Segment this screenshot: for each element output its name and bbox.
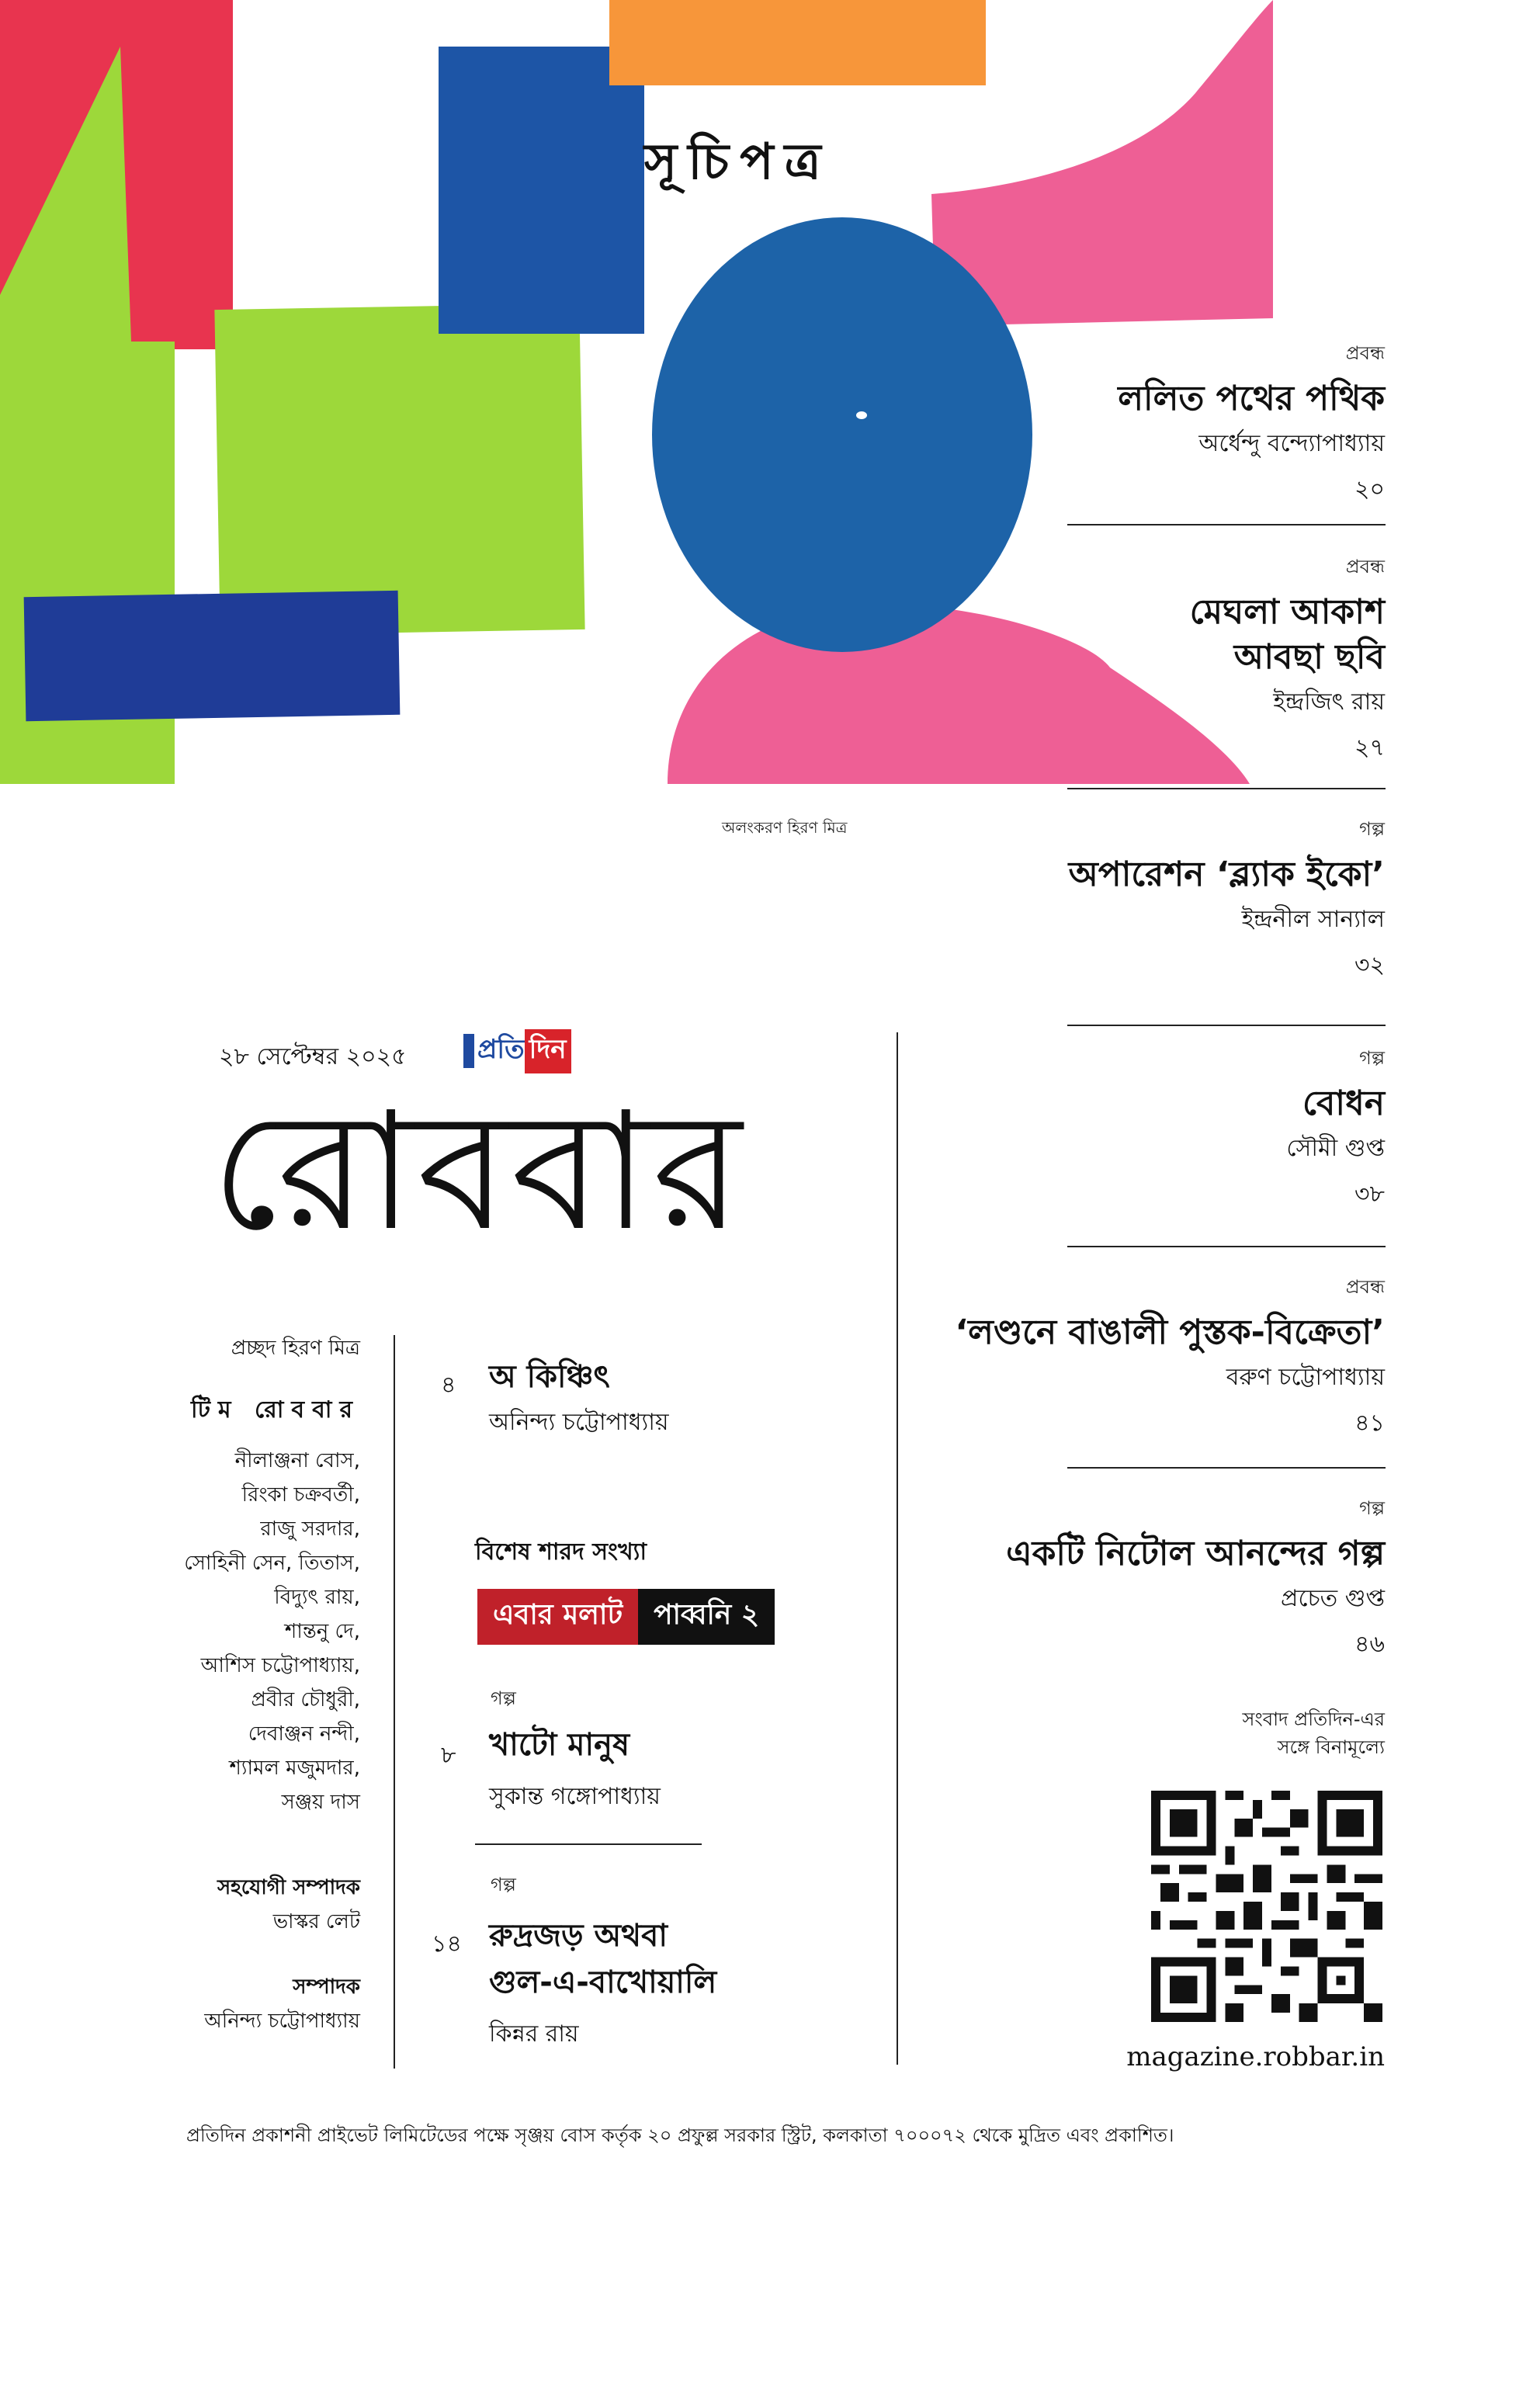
- magazine-name: রোববার: [211, 1077, 745, 1267]
- logo-part1: প্রতি: [477, 1033, 525, 1065]
- divider: [1067, 1025, 1386, 1026]
- logo-tag: [463, 1034, 474, 1068]
- divider: [1067, 1467, 1386, 1469]
- editor-label: সম্পাদক: [293, 1975, 360, 1999]
- team-member: শ্যামল মজুমদার,: [229, 1757, 360, 1780]
- entry-page: ২৭: [1354, 734, 1385, 761]
- toc-entry[interactable]: [950, 1494, 1385, 1665]
- entry-author: বরুণ চট্টোপাধ্যায়: [1226, 1364, 1385, 1391]
- entry-category: প্রবন্ধ: [1345, 1276, 1385, 1298]
- team-member: আশিস চট্টোপাধ্যায়,: [200, 1654, 360, 1677]
- cover-story-badge[interactable]: [477, 1589, 775, 1645]
- green-square-shape: [214, 303, 584, 636]
- entry-title: অপারেশন ‘ব্ল্যাক ইকো’: [1068, 855, 1385, 894]
- entry-page: ৩৮: [1354, 1181, 1385, 1208]
- entry-title[interactable]: অ কিঞ্চিৎ: [489, 1359, 610, 1395]
- divider: [1067, 1246, 1386, 1247]
- entry-page: ৪১: [1354, 1410, 1385, 1437]
- entry-title[interactable]: রুদ্রজড় অথবা: [489, 1918, 668, 1954]
- cover-credit: প্রচ্ছদ হিরণ মিত্র: [231, 1337, 360, 1360]
- team-member: সঞ্জয় দাস: [281, 1791, 360, 1814]
- logo-part2: দিন: [525, 1029, 571, 1073]
- entry-title: আবছা ছবি: [1233, 637, 1385, 677]
- pratidin-logo: [463, 1032, 571, 1070]
- entry-category: গল্প: [491, 1687, 516, 1709]
- entry-author: সুকান্ত গঙ্গোপাধ্যায়: [489, 1783, 661, 1810]
- team-member: বিদ্যুৎ রায়,: [274, 1586, 360, 1609]
- issue-date: ২৮ সেপ্টেম্বর ২০২৫: [219, 1043, 407, 1070]
- team-member: প্রবীর চৌধুরী,: [251, 1688, 360, 1712]
- promo-note: [1243, 1705, 1385, 1761]
- special-issue-label: বিশেষ শারদ সংখ্যা: [475, 1538, 647, 1566]
- column-divider: [897, 1032, 898, 2065]
- entry-title: বোধন: [1302, 1084, 1385, 1123]
- team-heading: টিম রোববার: [191, 1396, 360, 1424]
- imprint-footer: প্রতিদিন প্রকাশনী প্রাইভেট লিমিটেডের পক্ষে সৃঞ্জয় বোস কর্তৃক ২০ প্রফুল্ল সরকার স্ট্রিট, কলকাতা ৭০০০৭২ থেকে মুদ্রিত এবং প্রকাশিত।: [186, 2124, 1174, 2146]
- promo-line: সংবাদ প্রতিদিন-এর: [1242, 1708, 1385, 1730]
- promo-line: সঙ্গে বিনামূল্যে: [1277, 1736, 1385, 1758]
- divider: [475, 1843, 702, 1845]
- entry-author: অর্ধেন্দু বন্দ্যোপাধ্যায়: [1198, 430, 1385, 457]
- associate-editor-label: সহযোগী সম্পাদক: [217, 1876, 360, 1899]
- divider: [1067, 788, 1386, 789]
- entry-page: ৮: [441, 1742, 456, 1769]
- entry-title: মেঘলা আকাশ: [1189, 592, 1385, 632]
- team-member: সোহিনী সেন, তিতাস,: [184, 1552, 360, 1575]
- illustration-credit: অলংকরণ হিরণ মিত্র: [722, 818, 848, 837]
- entry-title: একটি নিটোল আনন্দের গল্প: [1006, 1534, 1385, 1573]
- badge-part2: পাব্বনি ২: [638, 1589, 775, 1645]
- entry-page: ৩২: [1354, 952, 1385, 979]
- entry-category: গল্প: [491, 1874, 516, 1895]
- entry-category: গল্প: [1359, 818, 1385, 840]
- team-list: [184, 1444, 360, 1819]
- toc-entry[interactable]: [950, 1273, 1385, 1444]
- team-member: নীলাঞ্জনা বোস,: [234, 1449, 360, 1472]
- entry-author: ইন্দ্রজিৎ রায়: [1273, 688, 1385, 716]
- qr-code-icon[interactable]: [1151, 1791, 1382, 2022]
- badge-part1: এবার মলাট: [477, 1589, 638, 1645]
- entry-category: প্রবন্ধ: [1345, 556, 1385, 577]
- sidebar-credits: [231, 1331, 360, 1365]
- orange-paper-shape: [609, 0, 986, 85]
- navy-strip-shape: [24, 591, 401, 721]
- team-heading-wrap: [191, 1393, 360, 1427]
- entry-category: গল্প: [1359, 1497, 1385, 1519]
- team-member: দেবাঞ্জন নন্দী,: [248, 1722, 360, 1746]
- toc-entry[interactable]: [950, 553, 1385, 768]
- entry-page: ৪: [441, 1372, 456, 1399]
- entry-author: ইন্দ্রনীল সান্যাল: [1241, 906, 1385, 933]
- entry-author: সৌমী গুপ্ত: [1286, 1135, 1385, 1162]
- associate-editor-block: [217, 1871, 360, 1939]
- entry-author: প্রচেত গুপ্ত: [1281, 1585, 1385, 1612]
- team-member: রাজু সরদার,: [260, 1517, 360, 1541]
- website-url[interactable]: magazine.robbar.in: [1126, 2041, 1385, 2072]
- editor: অনিন্দ্য চট্টোপাধ্যায়: [204, 2010, 360, 2033]
- entry-page: ৪৬: [1354, 1631, 1385, 1658]
- toc-entry[interactable]: [950, 339, 1385, 510]
- associate-editor: ভাস্কর লেট: [272, 1910, 360, 1933]
- entry-category: প্রবন্ধ: [1345, 342, 1385, 364]
- entry-title[interactable]: গুল-এ-বাখোয়ালি: [489, 1965, 717, 2000]
- toc-entry[interactable]: [950, 1044, 1385, 1215]
- team-member: শান্তনু দে,: [284, 1620, 360, 1643]
- contents-title: সূচিপত্র: [644, 134, 832, 191]
- toc-entry[interactable]: [950, 815, 1385, 986]
- editor-block: [204, 1970, 360, 2038]
- column-divider: [394, 1335, 395, 2069]
- entry-title: ‘লণ্ডনে বাঙালী পুস্তক-বিক্রেতা’: [955, 1313, 1385, 1352]
- entry-title[interactable]: খাটো মানুষ: [489, 1727, 630, 1763]
- entry-category: গল্প: [1359, 1047, 1385, 1069]
- entry-page: ২০: [1354, 476, 1385, 503]
- entry-author: অনিন্দ্য চট্টোপাধ্যায়: [489, 1409, 669, 1436]
- blue-square-shape: [439, 47, 644, 334]
- entry-author: কিন্নর রায়: [489, 2020, 579, 2048]
- team-member: রিংকা চক্রবর্তী,: [241, 1483, 360, 1507]
- entry-title: ললিত পথের পথিক: [1118, 379, 1385, 418]
- entry-page: ১৪: [432, 1930, 462, 1958]
- divider: [1067, 524, 1386, 525]
